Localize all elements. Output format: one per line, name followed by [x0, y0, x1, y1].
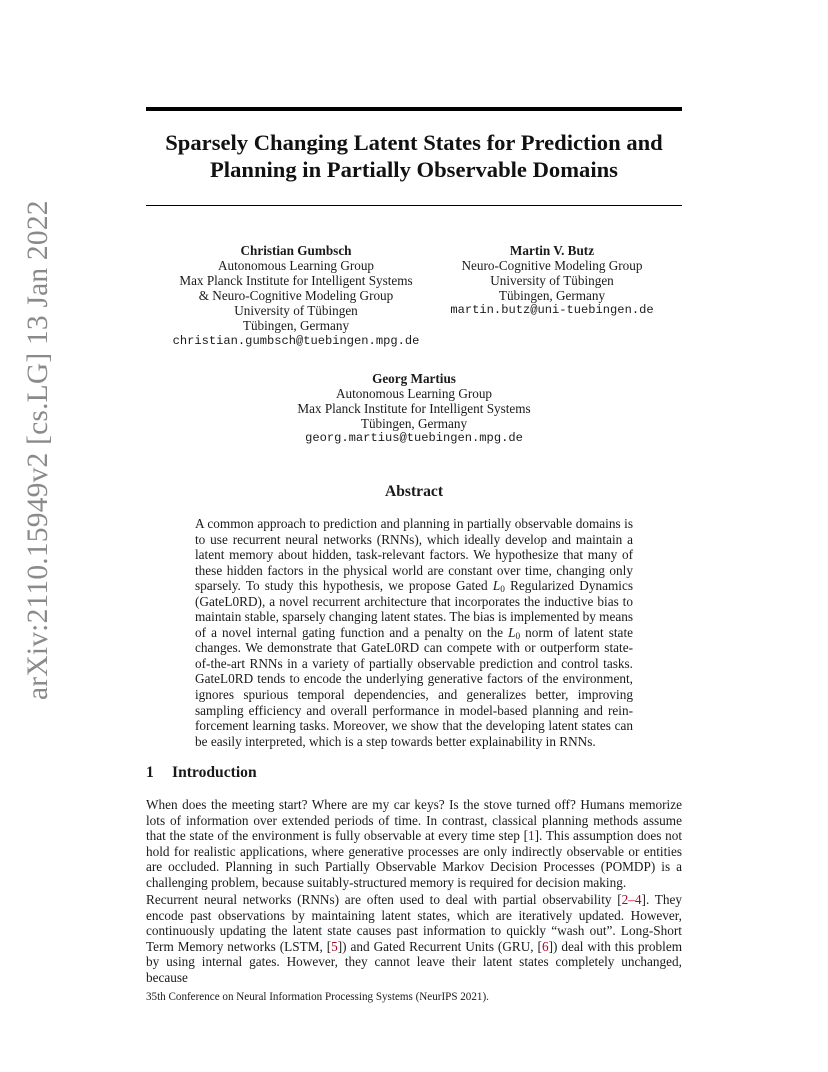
section-title: Introduction — [172, 764, 257, 781]
abstract-text: norm of latent state changes. We demonstrate that GateL0RD can compete with or outperform state-of-the-art RNNs in a variety of partially observable prediction and control tasks. GateL0RD tends to encode the underlying generative factors of the environment, ignores spurious temporal dependencies, and generalizes better, improving sampling efficiency and overall performance in model-based planning and reinforcement learning tasks. Moreover, we show that the developing latent states can be easily interpreted, which is a step towards better explainability in RNNs. — [195, 624, 634, 749]
paper-title — [146, 129, 682, 183]
section-heading — [146, 764, 257, 782]
author-block — [156, 243, 436, 349]
citation-link[interactable]: 5 — [331, 938, 338, 954]
paragraph-text: ]. They encode past observations by maintaining latent states, which are iteratively updated. However, continuously updating the latent state causes past information to quickly “wash out”. Long-Short Term Memory networks (LSTM, [ — [146, 892, 682, 954]
citation-link[interactable]: 6 — [541, 938, 549, 954]
paragraph-text: When does the meeting start? Where are my car keys? Is the stove turned off? Humans memorize lots of information over extended periods of time. In contrast, classical planning methods assume that the state of the environment is fully observable at every time step [ — [146, 797, 682, 844]
intro-paragraph — [146, 797, 682, 890]
author-affiliation: University of Tübingen — [490, 273, 614, 289]
author-block — [432, 243, 672, 318]
intro-paragraph — [146, 892, 682, 985]
math-L: L — [508, 624, 516, 640]
citation-link[interactable]: 1 — [528, 828, 535, 844]
author-affiliation: Max Planck Institute for Intelligent Systems — [179, 273, 413, 289]
title-line-1: Sparsely Changing Latent States for Prediction and — [165, 130, 663, 155]
abstract-text: A common approach to prediction and planning in partially observable domains is to use recurrent neural networks (RNNs), which ideally develop and maintain a latent memory about hidden, task-relevant factors. We hypothesize that many of these hidden factors in the physical world are constant over time, changing only sparsely. To study this hypothesis, we propose Gated — [195, 516, 633, 594]
abstract-text: Regularized Dynamics (GateL0RD), a novel recurrent architecture that incorporates the inductive bias to maintain stable, sparsely changing latent states. The bias is implemented by means of a novel internal gating function and a penalty on the — [195, 578, 634, 640]
paragraph-text: ]) deal with this problem by using internal gates. However, they cannot leave their latent states completely unchanged, because — [146, 938, 683, 985]
paragraph-text: ]. This assumption does not hold for realistic applications, where generative processes are only indirectly observable or entities are occluded. Planning in such Partially Observable Markov Decision Processes (POMDP) is a challenging problem, because suitably-structured memory is required for decision making. — [146, 828, 683, 890]
arxiv-stamp: arXiv:2110.15949v2 [cs.LG] 13 Jan 2022 — [22, 200, 54, 700]
title-rule-bottom — [146, 205, 682, 206]
paragraph-text: ]) and Gated Recurrent Units (GRU, [ — [337, 938, 542, 954]
author-name: Georg Martius — [372, 371, 456, 386]
title-rule-top — [146, 107, 682, 111]
abstract-heading: Abstract — [384, 483, 444, 500]
math-symbol — [492, 578, 505, 596]
abstract-body — [195, 516, 633, 749]
author-block — [264, 371, 564, 446]
citation-link[interactable]: 2–4 — [621, 892, 642, 907]
author-email[interactable]: georg.martius@tuebingen.mpg.de — [305, 431, 523, 446]
title-line-2: Planning in Partially Observable Domains — [210, 157, 618, 182]
conference-footnote: 35th Conference on Neural Information Processing Systems (NeurIPS 2021). — [146, 991, 489, 1003]
math-subscript: 0 — [515, 631, 521, 642]
author-name: Martin V. Butz — [509, 243, 595, 258]
section-number: 1 — [146, 764, 154, 781]
author-affiliation: Autonomous Learning Group — [335, 386, 493, 402]
math-symbol — [508, 625, 520, 640]
author-affiliation: Max Planck Institute for Intelligent Systems — [297, 401, 531, 417]
author-affiliation: & Neuro-Cognitive Modeling Group — [198, 288, 394, 304]
author-affiliation: Tübingen, Germany — [360, 416, 468, 432]
math-subscript: 0 — [500, 585, 505, 596]
math-L: L — [492, 578, 501, 594]
author-email[interactable]: christian.gumbsch@tuebingen.mpg.de — [172, 333, 420, 348]
author-affiliation: Tübingen, Germany — [242, 318, 350, 334]
author-affiliation: Autonomous Learning Group — [217, 258, 375, 274]
author-affiliation: University of Tübingen — [234, 303, 358, 319]
author-name: Christian Gumbsch — [240, 243, 352, 258]
author-affiliation: Neuro-Cognitive Modeling Group — [461, 258, 643, 274]
author-affiliation: Tübingen, Germany — [498, 288, 606, 304]
paragraph-text: Recurrent neural networks (RNNs) are often used to deal with partial observability [ — [146, 892, 622, 907]
author-email[interactable]: martin.butz@uni-tuebingen.de — [450, 303, 654, 318]
